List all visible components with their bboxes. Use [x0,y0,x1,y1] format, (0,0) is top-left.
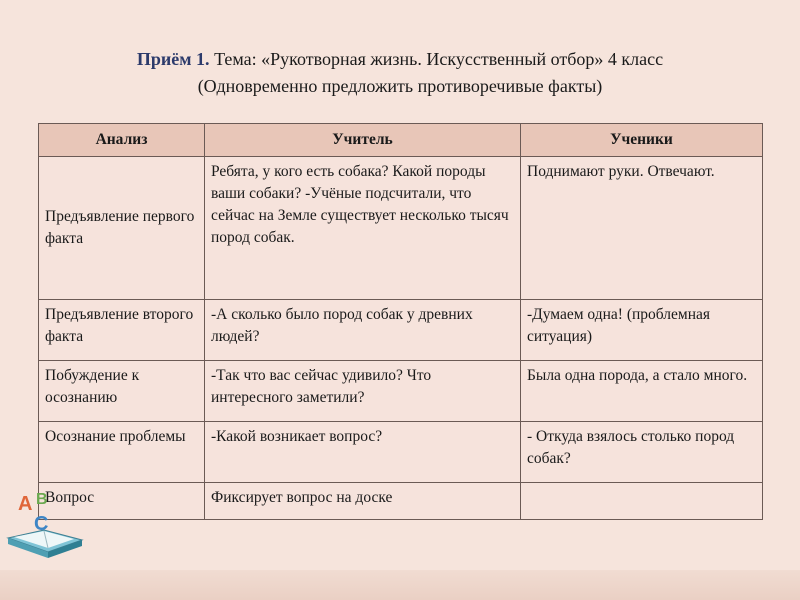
abc-book-icon [4,486,86,566]
title-line-2: (Одновременно предложить противоречивые факты) [197,76,603,96]
letter-b: B [36,491,48,508]
cell-analysis: Побуждение к осознанию [39,361,205,422]
cell-students: Поднимают руки. Отвечают. [521,157,763,300]
letter-a: A [18,493,33,515]
table-row [39,361,763,422]
title-line-1 [40,46,760,73]
cell-analysis: Вопрос [39,483,205,520]
cell-teacher: -А сколько было пород собак у древних людей? [205,300,521,361]
page-title [40,46,760,100]
cell-students: - Откуда взялось столько пород собак? [521,422,763,483]
cell-analysis: Предъявление второго факта [39,300,205,361]
letter-c: C [34,513,49,535]
header-students: Ученики [521,124,763,157]
header-row [39,124,763,157]
cell-analysis: Предъявление первого факта [39,157,205,300]
cell-teacher: -Какой возникает вопрос? [205,422,521,483]
table-row [39,483,763,520]
table-row [39,300,763,361]
cell-teacher: Ребята, у кого есть собака? Какой породы ваши собаки? -Учёные подсчитали, что сейчас на Земле существует несколько тысяч пород собак. [205,157,521,300]
cell-students: -Думаем одна! (проблемная ситуация) [521,300,763,361]
title-rest: Тема: «Рукотворная жизнь. Искусственный отбор» 4 класс [209,49,664,69]
table-row [39,157,763,300]
cell-students [521,483,763,520]
cell-students: Была одна порода, а стало много. [521,361,763,422]
table-row [39,422,763,483]
cell-analysis: Осознание проблемы [39,422,205,483]
header-analysis: Анализ [39,124,205,157]
cell-teacher: -Так что вас сейчас удивило? Что интересного заметили? [205,361,521,422]
header-teacher: Учитель [205,124,521,157]
lesson-table [38,123,763,520]
background-band [0,570,800,600]
cell-teacher: Фиксирует вопрос на доске [205,483,521,520]
title-lead: Приём 1. [136,49,210,69]
